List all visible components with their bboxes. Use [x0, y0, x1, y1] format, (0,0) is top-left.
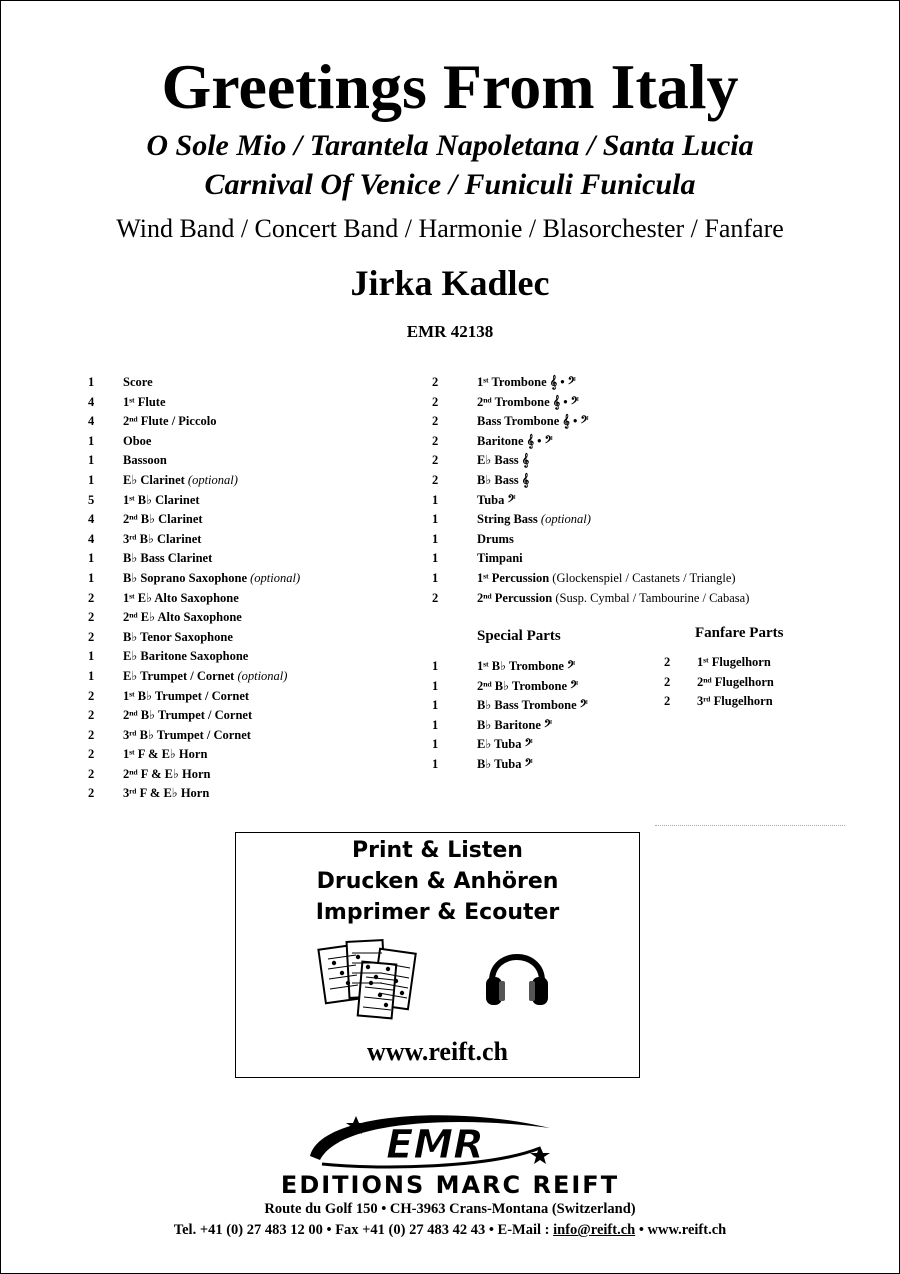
part-instrument: [477, 696, 588, 716]
part-quantity: 2: [432, 414, 439, 429]
part-quantity: 1: [88, 649, 95, 664]
part-row: [88, 706, 408, 726]
part-name: 2ⁿᵈ F & E♭ Horn: [123, 766, 211, 781]
part-instrument: [477, 735, 533, 755]
part-name: 3ʳᵈ B♭ Clarinet: [123, 531, 202, 546]
part-instrument: [477, 393, 579, 413]
parts-list-left: [88, 373, 408, 804]
part-instrument: [123, 628, 233, 648]
special-parts-list: [432, 657, 652, 775]
part-quantity: 4: [88, 394, 95, 409]
part-quantity: 1: [432, 570, 439, 585]
part-name: 1ˢᵗ Percussion: [477, 570, 550, 585]
part-row: [432, 735, 652, 755]
part-name: B♭ Bass 𝄞: [477, 472, 530, 487]
part-quantity: 1: [432, 512, 439, 527]
part-instrument: [477, 471, 529, 491]
part-name: 2ⁿᵈ E♭ Alto Saxophone: [123, 610, 242, 625]
part-name: Drums: [477, 531, 514, 546]
part-name: Score: [123, 375, 153, 389]
part-instrument: [123, 569, 300, 589]
part-row: [88, 373, 408, 393]
part-row: [432, 589, 852, 609]
print-listen-box[interactable]: [235, 832, 640, 1078]
part-quantity: 2: [88, 766, 95, 781]
part-row: [88, 530, 408, 550]
part-quantity: 1: [432, 756, 439, 771]
part-name: B♭ Bass Trombone 𝄢: [477, 698, 588, 713]
part-instrument: [123, 726, 251, 746]
part-row: [88, 569, 408, 589]
part-name: Baritone 𝄞 • 𝄢: [477, 433, 553, 448]
part-row: [88, 726, 408, 746]
part-quantity: 1: [88, 453, 95, 468]
email-link[interactable]: info@reift.ch: [553, 1222, 636, 1238]
part-quantity: 1: [432, 531, 439, 546]
part-instrument: [123, 647, 248, 667]
part-instrument: [697, 692, 773, 712]
part-optional-note: (optional): [250, 570, 301, 585]
part-name: 2ⁿᵈ B♭ Trumpet / Cornet: [123, 708, 253, 723]
part-name: 1ˢᵗ B♭ Trombone 𝄢: [477, 659, 576, 673]
part-row: [432, 412, 852, 432]
part-name: 1ˢᵗ Flugelhorn: [697, 655, 771, 669]
part-row: [664, 653, 864, 673]
part-name: B♭ Tuba 𝄢: [477, 756, 533, 771]
part-quantity: 2: [88, 629, 95, 644]
subtitle-line-2: Carnival Of Venice / Funiculi Funicula: [204, 168, 696, 201]
part-quantity: 1: [88, 472, 95, 487]
parts-list-right: [432, 373, 852, 608]
print-listen-url-link[interactable]: www.reift.ch: [366, 1037, 509, 1066]
part-name: 2ⁿᵈ B♭ Clarinet: [123, 512, 203, 527]
part-instrument: [477, 373, 576, 393]
part-row: [432, 696, 652, 716]
part-quantity: 1: [432, 492, 439, 507]
part-instrument: [123, 765, 210, 785]
part-detail: (Glockenspiel / Castanets / Triangle): [552, 570, 736, 585]
part-row: [432, 677, 652, 697]
part-row: [88, 667, 408, 687]
part-instrument: [477, 657, 575, 677]
part-name: 3ʳᵈ F & E♭ Horn: [123, 786, 210, 801]
part-name: Bassoon: [123, 453, 167, 468]
part-row: [432, 569, 852, 589]
part-quantity: 2: [664, 655, 671, 669]
part-quantity: 2: [88, 747, 95, 762]
part-instrument: [697, 653, 771, 673]
part-quantity: 2: [432, 394, 439, 409]
part-instrument: [123, 412, 216, 432]
part-quantity: 1: [432, 551, 439, 566]
logo-text: EMR: [386, 1122, 484, 1168]
part-name: B♭ Bass Clarinet: [123, 551, 213, 566]
part-row: [88, 451, 408, 471]
fanfare-parts-list: [664, 653, 864, 712]
part-quantity: 1: [432, 659, 439, 673]
part-instrument: [123, 745, 207, 765]
part-name: Timpani: [477, 551, 523, 566]
part-row: [432, 657, 652, 677]
part-name: E♭ Tuba 𝄢: [477, 737, 533, 752]
score-title: Greetings From Italy: [161, 51, 739, 122]
part-quantity: 1: [432, 698, 439, 713]
part-row: [88, 687, 408, 707]
print-listen-en: Print & Listen: [352, 838, 523, 863]
part-optional-note: (optional): [237, 668, 288, 683]
part-instrument: [477, 451, 529, 471]
part-name: B♭ Baritone 𝄢: [477, 717, 553, 732]
part-quantity: 2: [88, 708, 95, 723]
part-row: [432, 530, 852, 550]
part-optional-note: (optional): [540, 512, 591, 527]
part-quantity: 2: [88, 610, 95, 625]
part-row: [88, 510, 408, 530]
composer-name: Jirka Kadlec: [350, 263, 550, 303]
part-instrument: [123, 784, 209, 804]
part-quantity: 2: [664, 694, 671, 709]
part-instrument: [477, 432, 553, 452]
part-row: [432, 510, 852, 530]
part-row: [432, 491, 852, 511]
part-instrument: [123, 451, 167, 471]
dotted-divider: [655, 825, 845, 826]
part-row: [88, 549, 408, 569]
part-quantity: 2: [664, 674, 671, 689]
part-name: 2ⁿᵈ Flugelhorn: [697, 674, 774, 689]
part-quantity: 5: [88, 492, 95, 507]
part-row: [88, 432, 408, 452]
part-instrument: [697, 673, 774, 693]
part-name: 3ʳᵈ Flugelhorn: [697, 694, 773, 709]
part-name: B♭ Soprano Saxophone: [123, 570, 247, 585]
part-instrument: [477, 412, 589, 432]
part-name: B♭ Tenor Saxophone: [123, 629, 233, 644]
part-detail: (Susp. Cymbal / Tambourine / Cabasa): [555, 590, 750, 605]
part-row: [88, 608, 408, 628]
part-quantity: 4: [88, 414, 95, 429]
part-quantity: 2: [88, 688, 95, 703]
part-instrument: [123, 432, 151, 452]
part-row: [432, 716, 652, 736]
part-instrument: [123, 589, 239, 609]
part-name: E♭ Baritone Saxophone: [123, 649, 249, 664]
part-instrument: [123, 667, 287, 687]
part-row: [88, 491, 408, 511]
part-row: [88, 765, 408, 785]
print-listen-de: Drucken & Anhören: [316, 869, 559, 894]
part-quantity: 1: [88, 433, 95, 448]
part-quantity: 2: [432, 433, 439, 448]
part-row: [88, 589, 408, 609]
part-instrument: [477, 530, 514, 550]
emr-logo: [300, 1108, 560, 1170]
part-name: E♭ Bass 𝄞: [477, 453, 530, 468]
part-row: [88, 393, 408, 413]
part-name: 1ˢᵗ E♭ Alto Saxophone: [123, 590, 239, 605]
part-quantity: 4: [88, 531, 95, 546]
part-name: 1ˢᵗ Flute: [123, 394, 166, 409]
headphones-icon: [482, 939, 552, 1011]
part-instrument: [477, 755, 533, 775]
part-quantity: 1: [432, 737, 439, 752]
part-quantity: 1: [88, 375, 95, 389]
part-name: 1ˢᵗ B♭ Trumpet / Cornet: [123, 688, 250, 703]
part-quantity: 4: [88, 512, 95, 527]
part-name: 1ˢᵗ B♭ Clarinet: [123, 492, 200, 507]
part-row: [664, 692, 864, 712]
part-row: [88, 412, 408, 432]
part-instrument: [123, 608, 242, 628]
fanfare-parts-heading: Fanfare Parts: [695, 625, 784, 641]
ensemble-line: Wind Band / Concert Band / Harmonie / Blasorchester / Fanfare: [116, 214, 784, 243]
part-name: E♭ Clarinet: [123, 472, 185, 487]
part-name: 2ⁿᵈ Percussion: [477, 590, 553, 605]
part-name: Bass Trombone 𝄞 • 𝄢: [477, 414, 589, 429]
part-quantity: 2: [432, 375, 439, 389]
contact-phone-fax: Tel. +41 (0) 27 483 12 00 • Fax +41 (0) 27 483 42 43 • E-Mail :: [173, 1222, 554, 1238]
part-instrument: [123, 706, 252, 726]
part-name: 3ʳᵈ B♭ Trumpet / Cornet: [123, 727, 251, 742]
part-instrument: [123, 530, 201, 550]
publisher-address: Route du Golf 150 • CH-3963 Crans-Montana (Switzerland): [264, 1201, 636, 1217]
part-quantity: 2: [88, 590, 95, 605]
part-name: 2ⁿᵈ Trombone 𝄞 • 𝄢: [477, 394, 579, 409]
part-instrument: [477, 491, 516, 511]
publisher-contact: [0, 1221, 900, 1239]
part-row: [88, 471, 408, 491]
part-instrument: [477, 569, 736, 589]
part-name: String Bass: [477, 512, 538, 527]
part-row: [88, 647, 408, 667]
part-row: [88, 745, 408, 765]
part-name: E♭ Trumpet / Cornet: [123, 668, 235, 683]
sheet-music-icon: [316, 937, 431, 1025]
part-name: 1ˢᵗ F & E♭ Horn: [123, 747, 208, 762]
part-quantity: 2: [88, 727, 95, 742]
part-row: [432, 373, 852, 393]
part-instrument: [123, 491, 200, 511]
part-instrument: [477, 677, 578, 697]
part-quantity: 1: [432, 678, 439, 693]
part-instrument: [477, 510, 591, 530]
part-instrument: [123, 393, 166, 413]
print-listen-fr: Imprimer & Ecouter: [315, 900, 560, 925]
part-row: [432, 451, 852, 471]
part-optional-note: (optional): [187, 472, 238, 487]
part-row: [88, 784, 408, 804]
part-quantity: 1: [432, 717, 439, 732]
part-instrument: [123, 687, 249, 707]
special-parts-heading: Special Parts: [477, 628, 561, 644]
part-name: 2ⁿᵈ Flute / Piccolo: [123, 414, 217, 429]
part-instrument: [477, 549, 523, 569]
part-quantity: 2: [432, 590, 439, 605]
part-quantity: 2: [88, 786, 95, 801]
part-name: Oboe: [123, 433, 152, 448]
part-instrument: [123, 510, 203, 530]
part-quantity: 1: [88, 668, 95, 683]
part-instrument: [123, 549, 212, 569]
part-name: 1ˢᵗ Trombone 𝄞 • 𝄢: [477, 375, 576, 389]
part-instrument: [477, 589, 749, 609]
catalog-number: EMR 42138: [406, 322, 494, 341]
part-quantity: 1: [88, 570, 95, 585]
part-row: [664, 673, 864, 693]
contact-website: • www.reift.ch: [635, 1222, 727, 1238]
part-quantity: 2: [432, 472, 439, 487]
part-row: [432, 755, 652, 775]
part-row: [88, 628, 408, 648]
part-instrument: [123, 373, 153, 393]
publisher-name: EDITIONS MARC REIFT: [280, 1171, 620, 1199]
part-quantity: 1: [88, 551, 95, 566]
part-instrument: [477, 716, 552, 736]
part-instrument: [123, 471, 238, 491]
part-name: 2ⁿᵈ B♭ Trombone 𝄢: [477, 678, 579, 693]
part-row: [432, 549, 852, 569]
part-row: [432, 432, 852, 452]
part-name: Tuba 𝄢: [477, 492, 516, 507]
part-row: [432, 471, 852, 491]
subtitle-line-1: O Sole Mio / Tarantela Napoletana / Santa Lucia: [146, 129, 754, 162]
part-row: [432, 393, 852, 413]
part-quantity: 2: [432, 453, 439, 468]
